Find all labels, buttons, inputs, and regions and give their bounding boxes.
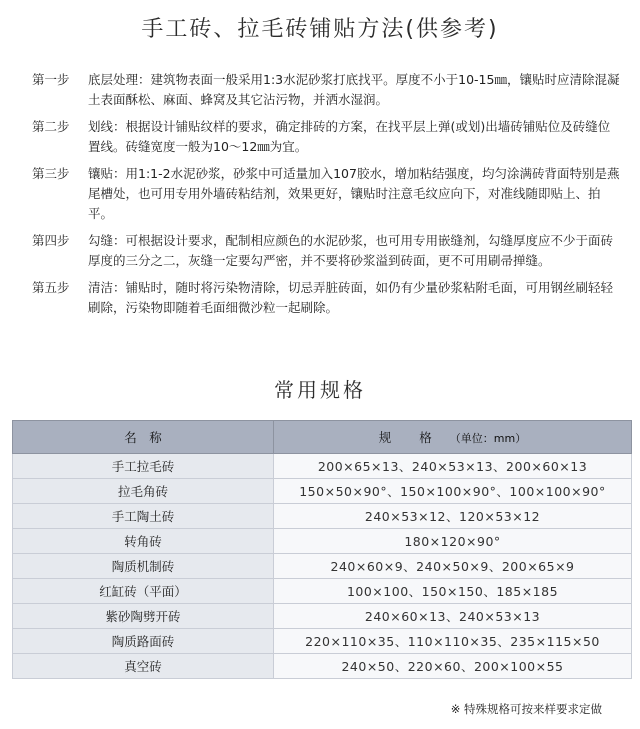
product-name: 陶质路面砖 [13,629,274,654]
product-spec: 220×110×35、110×110×35、235×115×50 [274,629,632,654]
step-4 [32,231,622,270]
step-3 [32,164,622,223]
product-name: 红缸砖（平面） [13,579,274,604]
step-label: 第二步 [32,119,70,135]
step-label: 第四步 [32,233,70,249]
table-row [13,554,632,579]
table-row [13,479,632,504]
step-text: 镶贴：用1:1-2水泥砂浆，砂浆中可适量加入107胶水，增加粘结强度，均匀涂满砖背面特别是燕尾槽处，也可用专用外墙砖粘结剂，效果更好，镶贴时注意毛纹应向下，对准线随即贴上、拍平。 [88,166,620,221]
step-text: 清洁：铺贴时，随时将污染物清除，切忌弄脏砖面，如仍有少量砂浆粘附毛面，可用钢丝刷轻轻刷除，污染物即随着毛面细微沙粒一起刷除。 [88,280,614,315]
step-label: 第五步 [32,280,70,296]
specs-table [12,420,632,679]
table-row [13,579,632,604]
page-title: 手工砖、拉毛砖铺贴方法(供参考) [141,17,499,42]
steps-list [32,70,622,326]
product-spec: 180×120×90° [274,529,632,554]
step-1 [32,70,622,109]
table-row [13,504,632,529]
table-row [13,529,632,554]
specs-title: 常用规格 [274,378,366,402]
step-text: 底层处理：建筑物表面一般采用1:3水泥砂浆打底找平。厚度不小于10-15㎜，镶贴时应清除混凝土表面酥松、麻面、蜂窝及其它沾污物，并洒水湿润。 [88,72,620,107]
footnote: ※ 特殊规格可按来样要求定做 [450,702,602,716]
step-label: 第一步 [32,72,70,87]
product-name: 真空砖 [13,654,274,679]
product-name: 手工拉毛砖 [13,454,274,479]
header-name: 名 称 [13,421,274,454]
product-spec: 150×50×90°、150×100×90°、100×100×90° [274,479,632,504]
product-spec: 200×65×13、240×53×13、200×60×13 [274,454,632,479]
product-name: 拉毛角砖 [13,479,274,504]
step-2 [32,117,622,156]
table-row [13,454,632,479]
step-5 [32,278,622,317]
table-row [13,654,632,679]
product-spec: 240×53×12、120×53×12 [274,504,632,529]
product-name: 紫砂陶劈开砖 [13,604,274,629]
header-spec [274,421,632,454]
step-text: 划线：根据设计铺贴纹样的要求，确定排砖的方案，在找平层上弹(或划)出墙砖铺贴位及砖缝位置线。砖缝宽度一般为10～12㎜为宜。 [88,119,611,154]
header-unit: （单位：mm） [449,432,527,445]
product-name: 手工陶土砖 [13,504,274,529]
product-spec: 240×50、220×60、200×100×55 [274,654,632,679]
product-name: 转角砖 [13,529,274,554]
product-name: 陶质机制砖 [13,554,274,579]
table-row [13,629,632,654]
header-spec-label: 规 格 [378,430,444,445]
product-spec: 240×60×13、240×53×13 [274,604,632,629]
product-spec: 240×60×9、240×50×9、200×65×9 [274,554,632,579]
product-spec: 100×100、150×150、185×185 [274,579,632,604]
table-header-row [13,421,632,454]
table-row [13,604,632,629]
step-label: 第三步 [32,166,70,182]
step-text: 勾缝：可根据设计要求，配制相应颜色的水泥砂浆，也可用专用嵌缝剂，勾缝厚度应不少于面砖厚度的三分之二，灰缝一定要勾严密，并不要将砂浆溢到砖面，更不可用刷帚掸缝。 [88,233,614,268]
